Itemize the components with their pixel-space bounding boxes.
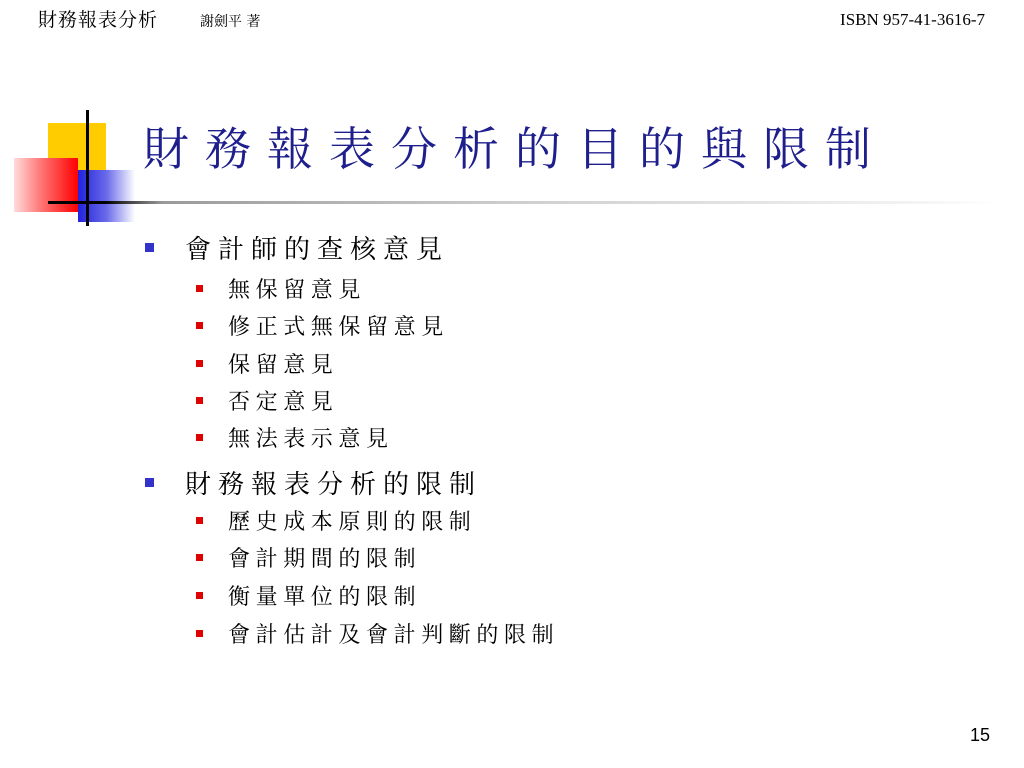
square-bullet-icon (196, 517, 203, 524)
square-bullet-icon (145, 243, 154, 252)
square-bullet-icon (196, 360, 203, 367)
square-bullet-icon (196, 397, 203, 404)
bullet-text: 無法表示意見 (228, 427, 394, 452)
bullet-text: 衡量單位的限制 (228, 585, 422, 610)
header-isbn: ISBN 957-41-3616-7 (840, 10, 985, 29)
bullet-text: 修正式無保留意見 (228, 315, 449, 340)
page-number: 15 (969, 725, 990, 745)
square-bullet-icon (196, 285, 203, 292)
square-bullet-icon (196, 554, 203, 561)
bullet-text: 否定意見 (228, 390, 339, 415)
slide-title: 財務報表分析的目的與限制 (143, 122, 887, 176)
header-book-title: 財務報表分析 (38, 9, 159, 31)
bullet-heading: 財務報表分析的限制 (185, 470, 483, 500)
square-bullet-icon (196, 434, 203, 441)
square-bullet-icon (196, 322, 203, 329)
bullet-text: 會計估計及會計判斷的限制 (228, 623, 560, 648)
bullet-text: 歷史成本原則的限制 (228, 510, 477, 535)
square-bullet-icon (196, 630, 203, 637)
bullet-heading: 會計師的查核意見 (185, 235, 450, 265)
header-author: 謝劍平 著 (200, 14, 261, 30)
square-bullet-icon (196, 592, 203, 599)
bullet-text: 無保留意見 (228, 278, 367, 303)
square-bullet-icon (145, 478, 154, 487)
bullet-text: 會計期間的限制 (228, 547, 422, 572)
bullet-text: 保留意見 (228, 353, 339, 378)
